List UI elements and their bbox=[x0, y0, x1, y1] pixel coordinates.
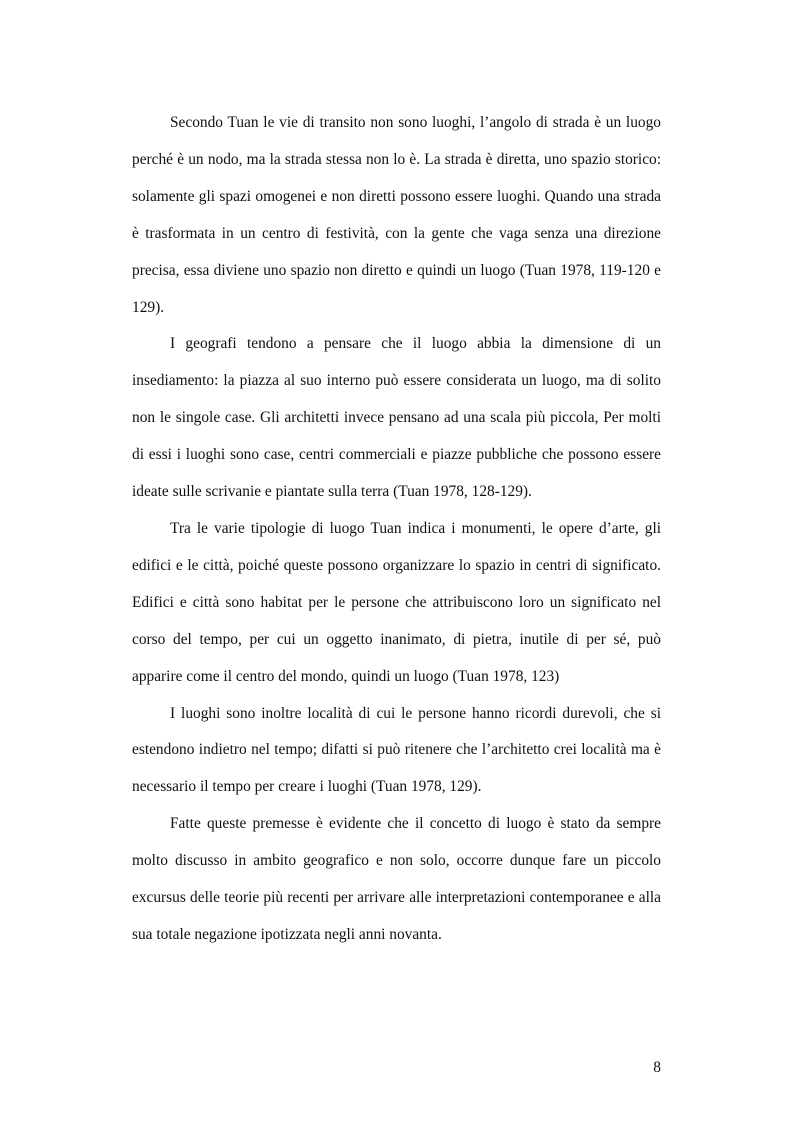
page-number: 8 bbox=[653, 1059, 661, 1076]
paragraph-luoghi-ricordi: I luoghi sono inoltre località di cui le persone hanno ricordi durevoli, che si estendono indietro nel tempo; difatti si può ritenere che l’architetto crei località ma è necessario il tempo per creare i luoghi (Tuan 1978, 129). bbox=[132, 704, 661, 796]
paragraph-tuan-transit: Secondo Tuan le vie di transito non sono luoghi, l’angolo di strada è un luogo perché è un nodo, ma la strada stessa non lo è. La strada è diretta, uno spazio storico: solamente gli spazi omogenei e non diretti possono essere luoghi. Quando una strada è trasformata in un centro di festività, con la gente che vaga senza una direzione precisa, essa diviene uno spazio non diretto e quindi un luogo (Tuan 1978, 119-120 e 129). bbox=[132, 114, 661, 316]
body-text bbox=[132, 105, 661, 954]
paragraph-premesse: Fatte queste premesse è evidente che il concetto di luogo è stato da sempre molto discusso in ambito geografico e non solo, occorre dunque fare un piccolo excursus delle teorie più recenti per arrivare alle interpretazioni contemporanee e alla sua totale negazione ipotizzata negli anni novanta. bbox=[132, 815, 661, 943]
paragraph-geografi-architetti: I geografi tendono a pensare che il luogo abbia la dimensione di un insediamento: la piazza al suo interno può essere considerata un luogo, ma di solito non le singole case. Gli architetti invece pensano ad una scala più piccola, Per molti di essi i luoghi sono case, centri commerciali e piazze pubbliche che possono essere ideate sulle scrivanie e piantate sulla terra (Tuan 1978, 128-129). bbox=[132, 335, 661, 501]
paragraph-tipologie-luogo: Tra le varie tipologie di luogo Tuan indica i monumenti, le opere d’arte, gli edifici e le città, poiché queste possono organizzare lo spazio in centri di significato. Edifici e città sono habitat per le persone che attribuiscono loro un significato nel corso del tempo, per cui un oggetto inanimato, di pietra, inutile di per sé, può apparire come il centro del mondo, quindi un luogo (Tuan 1978, 123) bbox=[132, 519, 661, 685]
